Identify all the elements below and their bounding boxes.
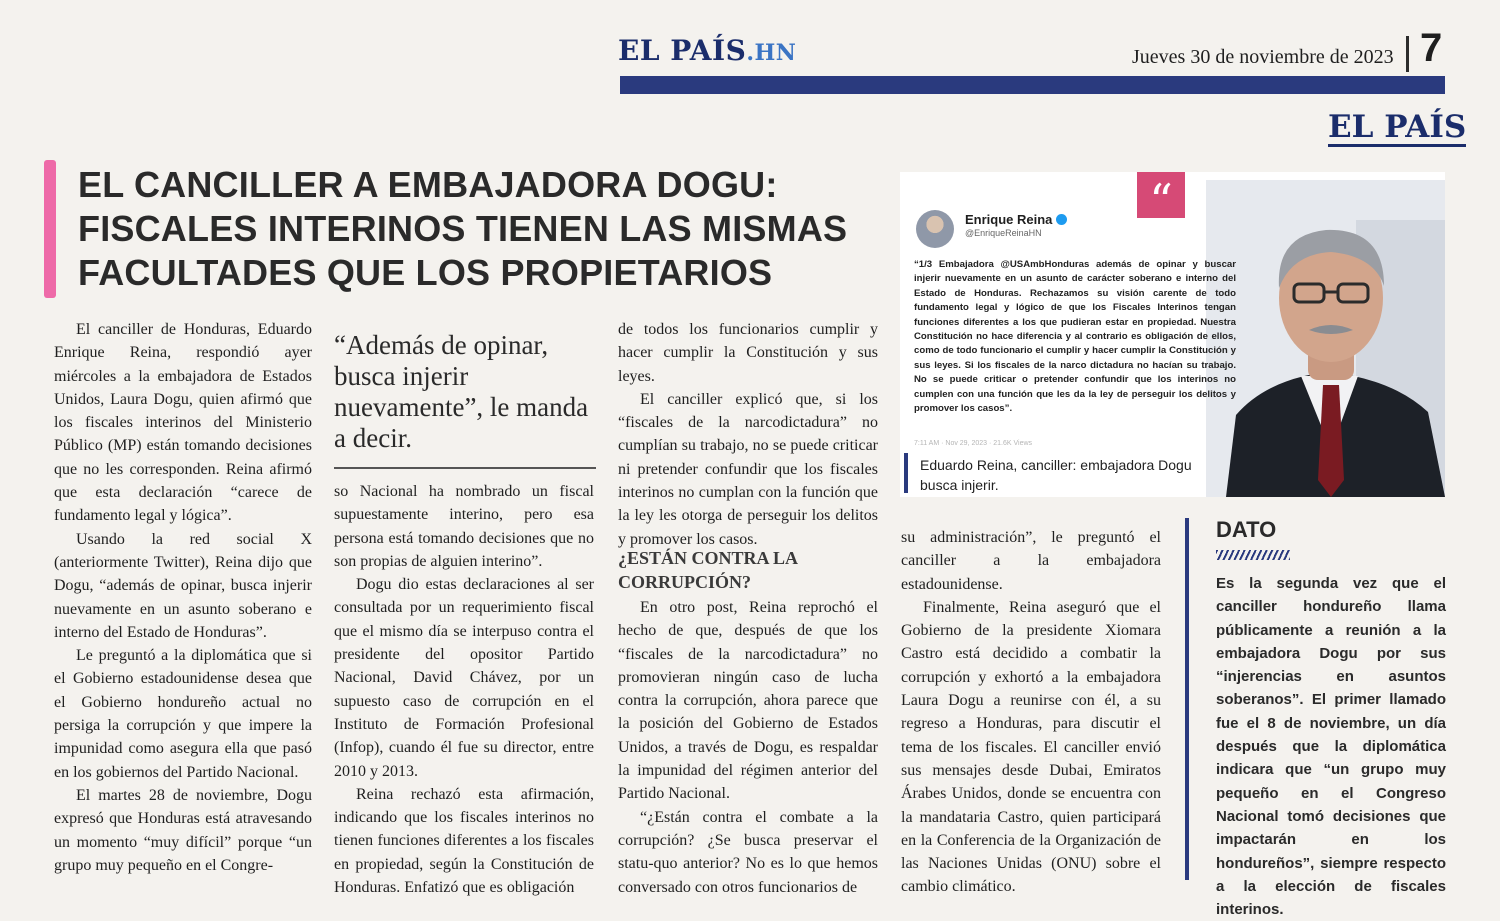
photo-caption: Eduardo Reina, canciller: embajadora Dogu busca injerir. [920,457,1192,493]
article-column-2 [334,480,594,899]
paragraph: de todos los funcionarios cumplir y hacer cumplir la Constitución y sus leyes. [618,321,878,385]
masthead-bar [620,76,1445,94]
masthead-divider [1406,36,1409,72]
article-column-3 [618,318,878,551]
page-number: 7 [1420,26,1443,70]
masthead-logo-text: EL PAÍS [618,34,747,67]
tweet-author-name: Enrique Reina [965,212,1053,227]
dato-title: DATO [1216,517,1277,542]
article-column-1 [54,318,312,877]
paragraph: su administración”, le preguntó el canciller a la embajadora estadounidense. [901,529,1161,593]
headline [78,163,878,295]
article-column-4 [901,526,1161,899]
avatar [916,210,954,248]
tweet-author [965,212,1067,227]
headline-line-3: FACULTADES QUE LOS PROPIETARIOS [78,252,773,293]
masthead-logo [618,34,796,67]
paragraph: El canciller de Honduras, Eduardo Enrique Reina, respondió ayer miércoles a la embajadora de Estados Unidos, Laura Dogu, quien afirmó que los fiscales interinos del Ministerio Público (MP) están tomando decisiones que no les corresponden. Reina afirmó que esta declaración “carece de fundamento legal y lógica”. [54,321,312,525]
pull-quote: “Además de opinar, busca injerir nuevamente”, le manda a decir. [334,330,589,453]
dato-hatch-decoration [1216,550,1290,560]
headline-line-2: FISCALES INTERINOS TIENEN LAS MISMAS [78,208,848,249]
paragraph: Finalmente, Reina aseguró que el Gobierno de la presidente Xiomara Castro está decidido a combatir la corrupción y exhortó a la embajadora Laura Dogu a reunirse con él, a su regreso a Honduras, para discutir el tema de los fiscales. El canciller envió sus mensajes desde Dubai, Emiratos Árabes Unidos, donde se encuentra con la mandataria Castro, quien participará en la Conferencia de la Organización de las Naciones Unidas (ONU) sobre el cambio climático. [901,598,1161,896]
article-column-3-continued [618,596,878,899]
paragraph: “¿Están contra el combate a la corrupción? ¿Se busca preservar el statu-quo anterior? No es lo que hemos conversado con otros funcionarios de [618,808,878,896]
paragraph: Le preguntó a la diplomática que si el Gobierno estadounidense desea que el Gobierno hondureño actual no persiga la corrupción y que impere la impunidad como asegura ella que pasó en los gobiernos del Partido Nacional. [54,647,312,781]
paragraph: En otro post, Reina reprochó el hecho de que, después de que los “fiscales de la narcodictadura” no promovieran ningún caso de lucha contra la corrupción, ahora parece que la posición del Gobierno de Estados Unidos, a través de Dogu, es respaldar la impunidad del régimen anterior del Partido Nacional. [618,599,878,803]
article-subhead: ¿ESTÁN CONTRA LA CORRUPCIÓN? [618,548,798,592]
tweet-meta: 7:11 AM · Nov 29, 2023 · 21.6K Views [914,440,1033,447]
portrait-illustration [1206,180,1445,497]
tweet-handle: @EnriqueReinaHN [965,228,1042,238]
headline-accent-bar [44,160,56,298]
paragraph: Dogu dio estas declaraciones al ser consultada por un requerimiento fiscal que el mismo día se interpuso contra el presidente del opositor Partido Nacional, David Chávez, por un supuesto caso de corrupción en el Instituto de Formación Profesional (Infop), cuando él fue su director, entre 2010 y 2013. [334,576,594,780]
paragraph: so Nacional ha nombrado un fiscal supuestamente interino, pero esa persona está tomando decisiones que no son propias de alguien interino”. [334,483,594,570]
photo-eduardo-reina [1206,180,1445,497]
pull-quote-rule [334,467,596,469]
dato-accent-rule [1185,518,1189,880]
paragraph: Usando la red social X (anteriormente Twitter), Reina dijo que Dogu, “además de opinar, busca injerir nuevamente en un asunto soberano e interno del Estado de Honduras”. [54,530,312,641]
paragraph: El canciller explicó que, si los “fiscales de la narcodictadura” no cumplían su trabajo, no se puede criticar ni pretender confundir que los fiscales interinos no cumplan con la función que la ley les otorga de perseguir los delitos y promover los casos. [618,390,878,548]
quote-icon: “ [1137,172,1185,218]
section-label: EL PAÍS [1328,109,1467,145]
masthead-date: Jueves 30 de noviembre de 2023 [1132,46,1394,68]
caption-accent-bar [904,453,908,493]
masthead-logo-suffix: .HN [746,40,797,66]
paragraph: Reina rechazó esta afirmación, indicando que los fiscales interinos no tienen funciones diferentes a los fiscales en propiedad, según la Constitución de Honduras. Enfatizó que es obligación [334,785,594,897]
headline-line-1: EL CANCILLER A EMBAJADORA DOGU: [78,164,778,205]
verified-badge-icon [1056,214,1067,225]
paragraph: El martes 28 de noviembre, Dogu expresó que Honduras está atravesando un momento “muy difícil” porque “un grupo muy pequeño en el Congre- [54,786,312,874]
dato-text: Es la segunda vez que el canciller hondureño llama públicamente a reunión a la embajadora Dogu por sus “injerencias en asuntos soberanos”. El primer llamado fue el 8 de noviembre, un día después que la diplomática indicara que “un grupo muy pequeño en el Congreso Nacional tomó decisiones que impactarán en los hondureños”, siempre respecto a la elección de fiscales interinos. [1216,575,1446,919]
tweet-text: “1/3 Embajadora @USAmbHonduras además de opinar y buscar injerir nuevamente en un asunto de carácter soberano e interno del Estado de Honduras. Rechazamos su visión carente de todo fundamento legal y lógico de que los Fiscales Interinos tengan funciones diferentes a los que pudieran estar en propiedad. Nuestra Constitución no hace diferencia y al contrario es obligación de ellos, como de todo funcionario el cumplir y hacer cumplir la Constitución y sus leyes. Si los fiscales de la narco dictadura no hacían su trabajo. No se puede criticar o pretender confundir que los interinos no cumplen con una función que les da la ley de perseguir los delitos y promover los casos”. [914,259,1236,415]
